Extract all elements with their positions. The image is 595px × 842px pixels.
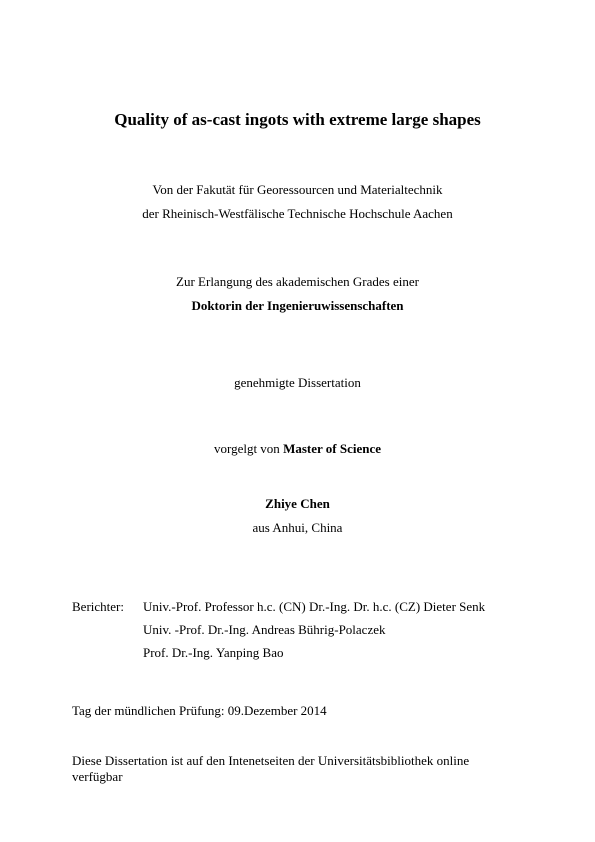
availability-line-1: Diese Dissertation ist auf den Intenetseiten der Universitätsbibliothek online [72, 753, 470, 768]
author-name: Zhiye Chen [265, 496, 330, 511]
faculty-line-2: der Rheinisch-Westfälische Technische Hochschule Aachen [142, 206, 453, 221]
availability-line-2: verfügbar [72, 769, 123, 784]
exam-date: Tag der mündlichen Prüfung: 09.Dezember 2014 [72, 703, 327, 718]
author-origin: aus Anhui, China [252, 520, 343, 535]
degree-intro: Zur Erlangung des akademischen Grades einer [176, 274, 419, 289]
referee-1: Univ.-Prof. Professor h.c. (CN) Dr.-Ing. Dr. h.c. (CZ) Dieter Senk [143, 599, 486, 614]
degree-name: Doktorin der Ingenieruwissenschaften [191, 298, 404, 313]
presented-degree: Master of Science [283, 441, 382, 456]
referees-label: Berichter: [72, 599, 124, 614]
approved-dissertation: genehmigte Dissertation [234, 375, 361, 390]
referee-2: Univ. -Prof. Dr.-Ing. Andreas Bührig-Polaczek [143, 622, 386, 637]
faculty-line-1: Von der Fakutät für Georessourcen und Materialtechnik [152, 182, 443, 197]
referee-3: Prof. Dr.-Ing. Yanping Bao [143, 645, 284, 660]
thesis-title: Quality of as-cast ingots with extreme large shapes [114, 110, 481, 129]
presented-by [0, 441, 595, 457]
presented-prefix: vorgelgt von [213, 441, 284, 456]
